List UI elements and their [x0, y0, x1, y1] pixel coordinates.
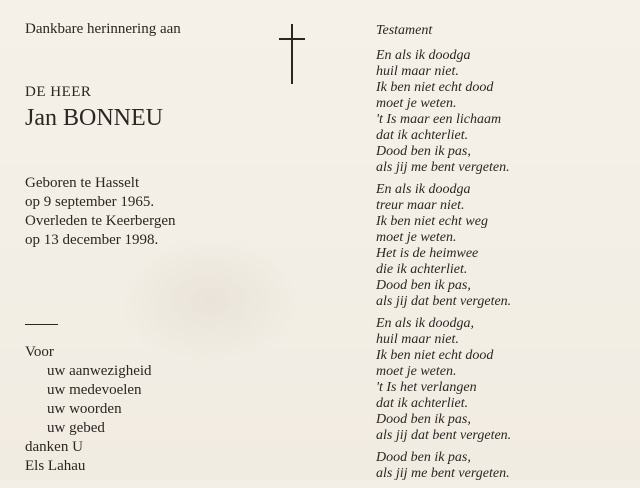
poem-line: Dood ben ik pas, — [376, 144, 471, 159]
bio-block — [25, 174, 175, 250]
poem-line: als jij dat bent vergeten. — [376, 428, 512, 443]
poem-line: die ik achterliet. — [376, 262, 468, 277]
poem-line: Dood ben ik pas, — [376, 412, 471, 427]
thanks-line: danken U — [25, 439, 83, 455]
divider-dash — [25, 324, 58, 325]
poem-line: huil maar niet. — [376, 332, 459, 347]
thanks-line: Voor — [25, 344, 54, 360]
poem-line: Ik ben niet echt dood — [376, 348, 494, 363]
poem-line: huil maar niet. — [376, 64, 459, 79]
poem-line: moet je weten. — [376, 230, 457, 245]
thanks-line: uw woorden — [47, 401, 122, 417]
poem-line: En als ik doodga — [376, 48, 471, 63]
poem-line: als jij me bent vergeten. — [376, 466, 510, 481]
poem-stanza — [376, 316, 511, 444]
poem-line: moet je weten. — [376, 364, 457, 379]
bio-line: Geboren te Hasselt — [25, 175, 140, 191]
poem-stanza — [376, 182, 511, 310]
poem-line: Dood ben ik pas, — [376, 278, 471, 293]
thanks-line: uw aanwezigheid — [47, 363, 152, 379]
bio-line: op 9 september 1965. — [25, 194, 155, 210]
poem-line: 't Is het verlangen — [376, 380, 477, 395]
intro-text: Dankbare herinnering aan — [25, 21, 181, 37]
poem-line: als jij me bent vergeten. — [376, 160, 510, 175]
poem-line: En als ik doodga, — [376, 316, 474, 331]
poem-stanza — [376, 450, 511, 482]
poem-line: Ik ben niet echt dood — [376, 80, 494, 95]
title-prefix: DE HEER — [25, 84, 92, 100]
thanks-block — [25, 343, 152, 476]
poem-line: Het is de heimwee — [376, 246, 479, 261]
cross-icon — [279, 24, 305, 84]
poem-line: Dood ben ik pas, — [376, 450, 471, 465]
poem-line: moet je weten. — [376, 96, 457, 111]
thanks-line: Els Lahau — [25, 458, 86, 474]
poem-line: En als ik doodga — [376, 182, 471, 197]
poem-line: als jij dat bent vergeten. — [376, 294, 512, 309]
poem-line: 't Is maar een lichaam — [376, 112, 502, 127]
thanks-line: uw gebed — [47, 420, 105, 436]
poem-stanza — [376, 48, 511, 176]
thanks-line: uw medevoelen — [47, 382, 142, 398]
poem-line: dat ik achterliet. — [376, 396, 469, 411]
poem-line: Ik ben niet echt weg — [376, 214, 488, 229]
poem-line: dat ik achterliet. — [376, 128, 469, 143]
poem-line: treur maar niet. — [376, 198, 465, 213]
testament-poem — [376, 48, 511, 488]
testament-title: Testament — [376, 23, 433, 38]
bio-line: op 13 december 1998. — [25, 232, 159, 248]
deceased-name: Jan BONNEU — [25, 105, 163, 131]
bio-line: Overleden te Keerbergen — [25, 213, 176, 229]
